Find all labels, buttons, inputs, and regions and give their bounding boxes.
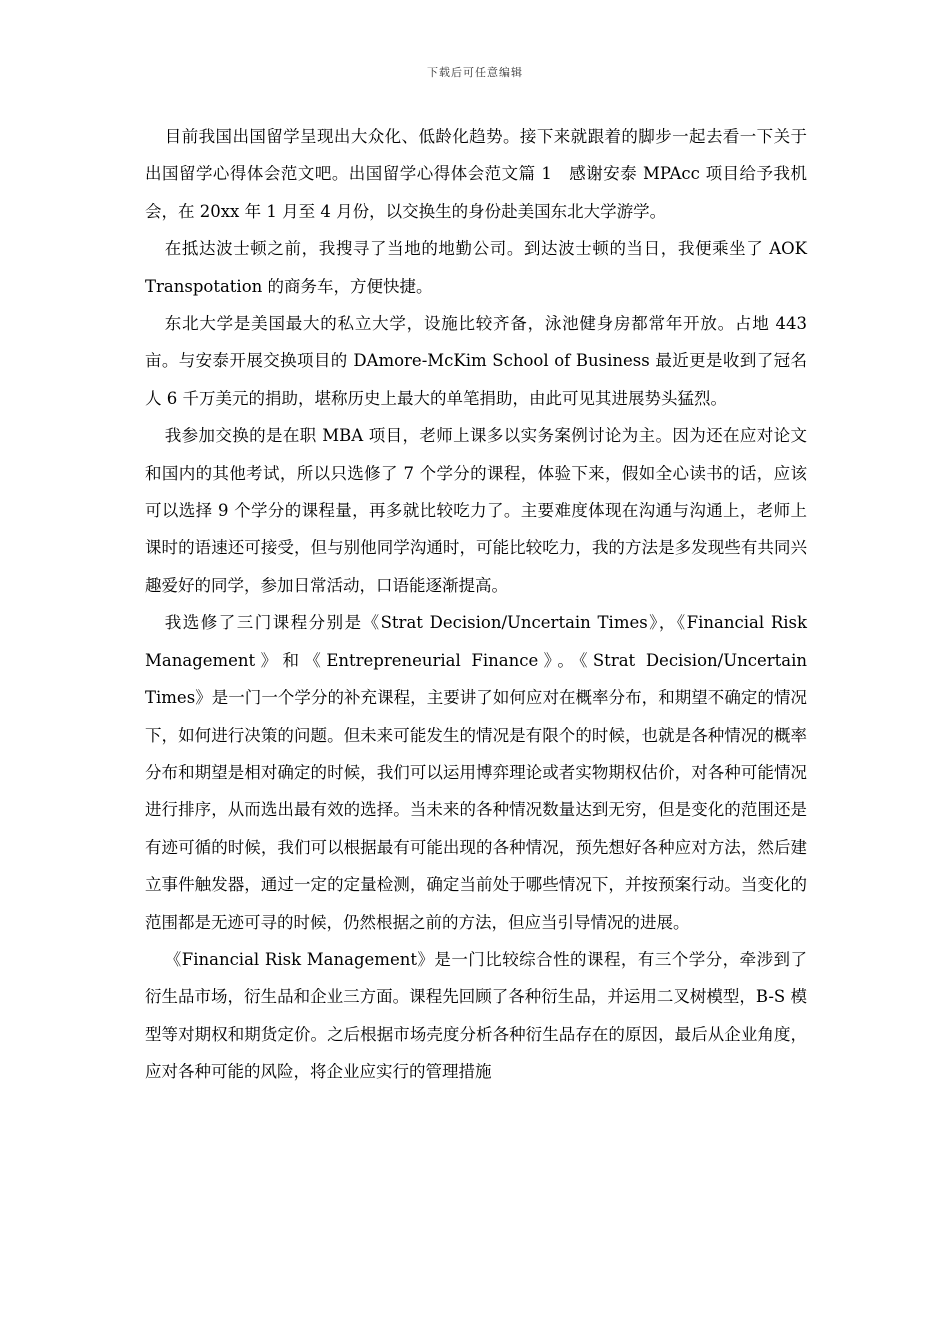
paragraph-arrival: 在抵达波士顿之前，我搜寻了当地的地勤公司。到达波士顿的当日，我便乘坐了 AOK Transpotation 的商务车，方便快捷。 [145,239,807,296]
paragraph-courses: 我选修了三门课程分别是《Strat Decision/Uncertain Times》，《Financial Risk Management》和《Entrepreneurial Finance》。《Strat Decision/Uncertain Times》是一门一个学分的补充课程，主要讲了如何应对在概率分布，和期望不确定的情况下，如何进行决策的问题。但未来可能发生的情况是有限个的时候，也就是各种情况的概率分布和期望是相对确定的时候，我们可以运用博弈理论或者实物期权估价，对各种可能情况进行排序，从而选出最有效的选择。当未来的各种情况数量达到无穷，但是变化的范围还是有迹可循的时候，我们可以根据最有可能出现的各种情况，预先想好各种应对方法，然后建立事件触发器，通过一定的定量检测，确定当前处于哪些情况下，并按预案行动。当变化的范围都是无迹可寻的时候，仍然根据之前的方法，但应当引导情况的进展。 [145,613,807,932]
paragraph-intro: 目前我国出国留学呈现出大众化、低龄化趋势。接下来就跟着的脚步一起去看一下关于出国留学心得体会范文吧。出国留学心得体会范文篇 1 感谢安泰 MPAcc 项目给予我机会，在 20xx 年 1 月至 4 月份，以交换生的身份赴美国东北大学游学。 [145,127,807,221]
document-body [145,118,807,1091]
paragraph-financial-risk: 《Financial Risk Management》是一门比较综合性的课程，有三个学分，牵涉到了衍生品市场，衍生品和企业三方面。课程先回顾了各种衍生品，并运用二叉树模型，B-S 模型等对期权和期货定价。之后根据市场壳度分析各种衍生品存在的原因，最后从企业角度，应对各种可能的风险，将企业应实行的管理措施 [145,949,807,1082]
paragraph-university: 东北大学是美国最大的私立大学，设施比较齐备，泳池健身房都常年开放。占地 443 亩。与安泰开展交换项目的 DAmore-McKim School of Business 最近更是收到了冠名人 6 千万美元的捐助，堪称历史上最大的单笔捐助，由此可见其进展势头猛烈。 [145,314,807,408]
page-header: 下载后可任意编辑 [427,66,523,79]
paragraph-mba-program: 我参加交换的是在职 MBA 项目，老师上课多以实务案例讨论为主。因为还在应对论文和国内的其他考试，所以只选修了 7 个学分的课程，体验下来，假如全心读书的话，应该可以选择 9 个学分的课程量，再多就比较吃力了。主要难度体现在沟通与沟通上，老师上课时的语速还可接受，但与别他同学沟通时，可能比较吃力，我的方法是多发现些有共同兴趣爱好的同学，参加日常活动，口语能逐渐提高。 [145,426,807,595]
